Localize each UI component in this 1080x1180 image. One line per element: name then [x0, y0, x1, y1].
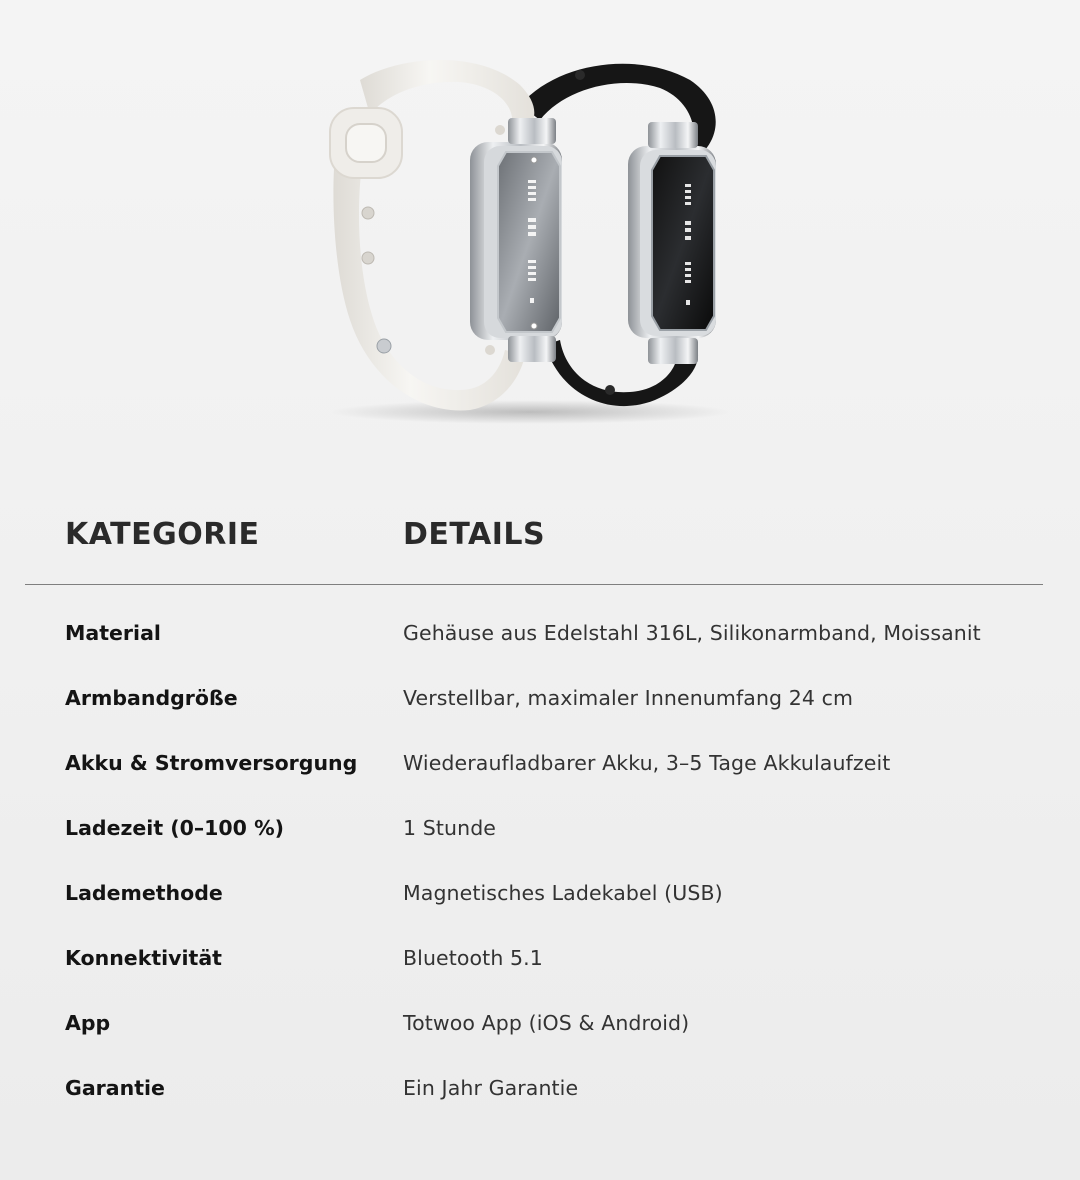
row-value: 1 Stunde	[403, 816, 497, 840]
spec-table	[0, 490, 1080, 585]
table-row	[0, 864, 1080, 929]
row-value: Verstellbar, maximaler Innenumfang 24 cm	[403, 686, 854, 710]
table-row	[0, 929, 1080, 994]
row-value: Totwoo App (iOS & Android)	[403, 1011, 690, 1035]
row-label: Akku & Stromversorgung	[65, 751, 358, 775]
table-row	[0, 669, 1080, 734]
row-label: Armbandgröße	[65, 686, 238, 710]
table-row	[0, 1059, 1080, 1124]
white-bracelet	[330, 60, 562, 410]
table-row	[0, 604, 1080, 669]
row-value: Ein Jahr Garantie	[403, 1076, 579, 1100]
product-image-bracelets	[0, 0, 1080, 460]
table-row	[0, 734, 1080, 799]
row-label: Ladezeit (0–100 %)	[65, 816, 284, 840]
row-value: Wiederaufladbarer Akku, 3–5 Tage Akkulaufzeit	[403, 751, 891, 775]
header-category: KATEGORIE	[65, 517, 260, 552]
row-label: Material	[65, 621, 161, 645]
row-label: Garantie	[65, 1076, 165, 1100]
table-row	[0, 799, 1080, 864]
row-label: App	[65, 1011, 111, 1035]
header-details: DETAILS	[403, 517, 546, 552]
table-header	[0, 490, 1080, 585]
row-value: Gehäuse aus Edelstahl 316L, Silikonarmband, Moissanit	[403, 621, 981, 645]
row-value: Bluetooth 5.1	[403, 946, 543, 970]
table-row	[0, 994, 1080, 1059]
table-body	[0, 604, 1080, 1124]
row-label: Lademethode	[65, 881, 223, 905]
row-label: Konnektivität	[65, 946, 222, 970]
header-divider	[25, 584, 1043, 585]
row-value: Magnetisches Ladekabel (USB)	[403, 881, 723, 905]
